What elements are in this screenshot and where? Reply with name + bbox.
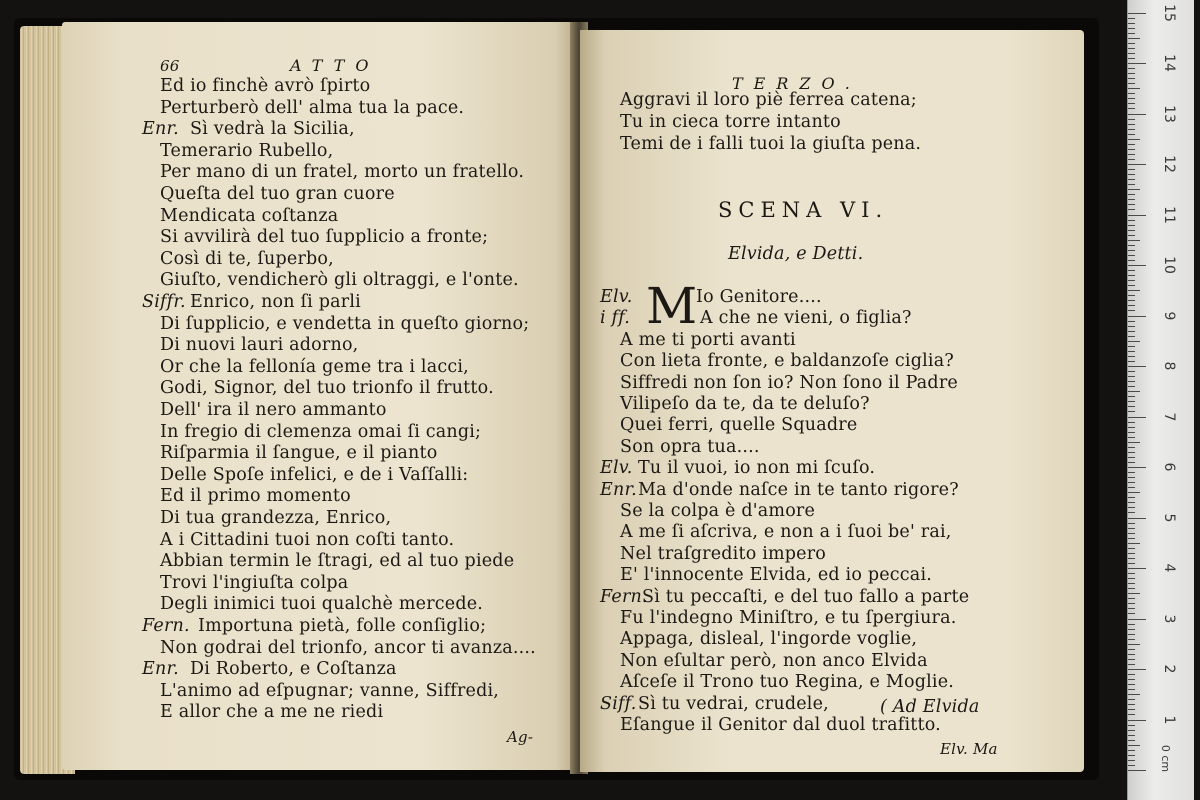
ruler-tick [1128,709,1135,710]
verse-line: Fu l'indegno Miniſtro, e tu ſpergiura. [620,608,957,628]
ruler-number: 11 [1161,205,1177,224]
ruler-tick [1128,88,1140,89]
verse-line: Così di te, ſuperbo, [160,248,334,269]
verse-line: Eſangue il Genitor dal duol trafitto. [620,715,941,735]
verse-line: Ed io finchè avrò ſpirto [160,76,371,96]
ruler-tick [1128,442,1140,443]
ruler-tick [1128,427,1135,428]
ruler-tick [1128,371,1135,372]
verse-line: A i Cittadini tuoi non coſti tanto. [160,529,455,550]
stage-direction: ( Ad Elvida [880,697,980,717]
ruler-tick [1128,765,1135,766]
ruler-tick [1128,209,1135,210]
ruler-tick [1128,33,1135,34]
ruler-tick [1128,396,1135,397]
ruler-tick [1128,63,1146,64]
speaker-label: Enr. [142,659,179,680]
verse-line: Perturberò dell' alma tua la pace. [160,97,465,118]
ruler-tick [1128,43,1135,44]
speaker-label: Elv. [600,287,633,307]
ruler-tick [1128,548,1135,549]
ruler-tick [1128,598,1135,599]
verse-line: Appaga, disleal, l'ingorde voglie, [620,629,918,650]
ruler-tick [1128,265,1146,266]
ruler-tick [1128,230,1135,231]
ruler-tick [1128,38,1140,39]
ruler-tick [1128,750,1135,751]
ruler-tick [1128,406,1135,407]
ruler-tick [1128,684,1135,685]
ruler-tick [1128,68,1135,69]
ruler-tick [1128,204,1135,205]
drop-cap: M [646,277,698,335]
verse-line: Delle Spoſe infelici, e de i Vaſſalli: [160,464,469,485]
ruler-tick [1128,679,1135,680]
ruler-tick [1128,184,1135,185]
ruler-tick [1128,346,1135,347]
speaker-label: Fern. [142,616,190,636]
ruler-tick [1128,730,1135,731]
ruler-tick [1128,361,1135,362]
ruler-tick [1128,280,1135,281]
ruler-tick [1128,704,1135,705]
ruler-tick [1128,629,1135,630]
ruler-tick [1128,770,1146,771]
ruler-tick [1128,553,1135,554]
ruler-tick [1128,124,1135,125]
ruler-tick [1128,114,1146,115]
ruler-tick [1128,523,1135,524]
ruler-number: 12 [1161,155,1177,173]
scene-characters: Elvida, e Detti. [728,244,864,264]
ruler-tick [1128,538,1135,539]
verse-line: Di tua grandezza, Enrico, [160,508,392,528]
scene-title: SCENA VI. [718,198,889,222]
verse-line: Non godrai del trionfo, ancor ti avanza.... [160,637,536,658]
ruler-tick [1128,23,1135,24]
ruler-tick [1128,512,1135,513]
ruler-tick [1128,199,1135,200]
ruler-tick [1128,558,1135,559]
verse-line: Mendicata coſtanza [160,205,339,226]
ruler-tick [1128,154,1135,155]
verse-line: Abbian termin le ſtragi, ed al tuo piede [160,551,515,572]
ruler-tick [1128,78,1135,79]
verse-line: A che ne vieni, o figlia? [700,308,912,329]
ruler-tick [1128,381,1135,382]
verse-line: In fregio di clemenza omai ſi cangi; [160,421,482,442]
verse-line: Se la colpa è d'amore [620,501,816,521]
ruler-tick [1128,28,1135,29]
verse-line: Giuſto, vendicherò gli oltraggi, e l'onte. [160,270,519,291]
speaker-label: Fern. [600,586,648,607]
ruler-tick [1128,659,1135,660]
ruler-tick [1128,336,1135,337]
verse-line: E' l'innocente Elvida, ed io peccai. [620,565,932,586]
ruler-tick [1128,220,1135,221]
ruler-number: 9 [1161,311,1177,320]
speaker-label: Enr. [600,479,637,500]
ruler-tick [1128,235,1135,236]
verse-line: Con lieta fronte, e baldanzoſe ciglia? [620,351,954,372]
ruler-tick [1128,735,1135,736]
ruler-tick [1128,411,1135,412]
speaker-label: i ff. [600,308,631,329]
verse-line: Ma d'onde naſce in te tanto rigore? [638,479,959,500]
ruler-tick [1128,472,1135,473]
ruler-tick [1128,250,1135,251]
ruler-tick [1128,103,1135,104]
ruler-tick [1128,578,1135,579]
ruler-tick [1128,452,1135,453]
ruler-tick [1128,674,1135,675]
running-head: ATTO [290,56,380,75]
ruler-tick [1128,144,1135,145]
ruler-tick [1128,593,1140,594]
ruler-number: 15 [1161,3,1177,22]
ruler-tick [1128,58,1135,59]
ruler-tick [1128,502,1135,503]
ruler-tick [1128,694,1140,695]
ruler-tick [1128,644,1140,645]
ruler-tick [1128,492,1140,493]
ruler-tick [1128,13,1146,14]
ruler-tick [1128,159,1135,160]
speaker-label: Siffr. [142,292,186,312]
verse-line: Sì vedrà la Sicilia, [190,119,355,140]
verse-line: Tu il vuoi, io non mi ſcuſo. [638,458,876,479]
ruler-tick [1128,583,1135,584]
ruler-tick [1128,129,1135,130]
ruler-tick [1128,740,1135,741]
ruler-tick [1128,482,1135,483]
page-number: 66 [160,57,180,75]
verse-line: Di ſupplicio, e vendetta in queſto giorno; [160,313,530,334]
verse-line: Ed il primo momento [160,486,351,507]
ruler-tick [1128,608,1135,609]
ruler-number: 5 [1161,513,1177,522]
ruler-tick [1128,417,1146,418]
ruler-tick [1128,93,1135,94]
ruler-tick [1128,528,1135,529]
verse-line: Io Genitore.... [696,287,822,307]
ruler-tick [1128,699,1135,700]
ruler-tick [1128,543,1140,544]
ruler-tick [1128,53,1135,54]
speaker-label: Enr. [142,119,179,140]
ruler-tick [1128,356,1135,357]
verse-line: Son opra tua.... [620,436,760,457]
ruler-tick [1128,245,1135,246]
ruler-tick [1128,568,1146,569]
ruler-tick [1128,720,1146,721]
ruler-tick [1128,689,1135,690]
ruler-tick [1128,134,1135,135]
ruler-tick [1128,487,1135,488]
ruler-tick [1128,341,1140,342]
verse-line: Or che la fellonía geme tra i lacci, [160,356,469,377]
verse-line: Sì tu vedrai, crudele, [638,693,829,714]
ruler-tick [1128,149,1135,150]
ruler-number: 13 [1161,104,1177,123]
ruler-tick [1128,179,1135,180]
verse-line: Non eſultar però, non anco Elvida [620,650,928,671]
ruler-tick [1128,563,1135,564]
ruler-tick [1128,139,1140,140]
ruler-tick [1128,467,1146,468]
ruler-tick [1128,401,1135,402]
ruler-tick [1128,326,1135,327]
ruler-tick [1128,83,1135,84]
ruler-tick [1128,305,1135,306]
ruler-tick [1128,169,1135,170]
ruler-tick [1128,174,1135,175]
ruler-tick [1128,422,1135,423]
ruler-number: 6 [1161,462,1177,472]
verse-line: A me ſi aſcriva, e non a i ſuoi be' rai, [620,522,952,543]
ruler-number: 8 [1161,361,1177,371]
verse-line: Queſta del tuo gran cuore [160,184,395,204]
verse-line: Siffredi non ſon io? Non ſono il Padre [620,372,958,393]
verse-line: Riſparmia il ſangue, e il pianto [160,443,438,464]
ruler-tick [1128,634,1135,635]
ruler-tick [1128,507,1135,508]
ruler-tick [1128,462,1135,463]
ruler-tick [1128,285,1135,286]
ruler-unit-label: 0 cm [1159,744,1173,773]
speaker-label: Elv. [600,458,633,479]
ruler-tick [1128,619,1146,620]
ruler-tick [1128,194,1135,195]
ruler-tick [1128,119,1135,120]
ruler-tick [1128,331,1135,332]
ruler-tick [1128,654,1135,655]
ruler-tick [1128,725,1135,726]
verse-line: L'animo ad eſpugnar; vanne, Siffredi, [160,680,500,701]
ruler-tick [1128,215,1146,216]
verse-line: Dell' ira il nero ammanto [160,400,387,420]
verse-line: Per mano di un fratel, morto un fratello. [160,162,525,183]
ruler-tick [1128,603,1135,604]
ruler-tick [1128,108,1135,109]
catchword: Ag- [507,728,534,746]
ruler-tick [1128,240,1140,241]
ruler-tick [1128,649,1135,650]
verse-line: Temi de i falli tuoi la giuſta pena. [620,134,922,154]
verse-line: Tu in cieca torre intanto [620,112,841,132]
ruler-tick [1128,573,1135,574]
ruler-tick [1128,225,1135,226]
ruler-tick [1128,664,1135,665]
ruler-tick [1128,639,1135,640]
ruler-tick [1128,386,1135,387]
ruler-tick [1128,73,1135,74]
ruler-tick [1128,497,1135,498]
ruler-tick [1128,366,1146,367]
ruler-tick [1128,588,1135,589]
verse-line: Trovi l'ingiuſta colpa [160,572,349,593]
ruler-tick [1128,669,1146,670]
speaker-label: Siff. [600,693,637,714]
ruler-tick [1128,760,1135,761]
ruler-tick [1128,391,1140,392]
verse-line: A me ti porti avanti [620,329,796,350]
ruler-tick [1128,321,1135,322]
ruler-tick [1128,447,1135,448]
right-page [580,30,1084,772]
ruler-tick [1128,745,1140,746]
ruler-tick [1128,457,1135,458]
ruler-tick [1128,295,1135,296]
verse-line: Nel traſgredito impero [620,543,827,564]
ruler-number: 1 [1161,715,1177,724]
verse-line: Importuna pietà, folle conſiglio; [198,616,487,636]
ruler-tick [1128,260,1135,261]
ruler-tick [1128,714,1135,715]
ruler-tick [1128,290,1140,291]
verse-line: Aſceſe il Trono tuo Regina, e Moglie. [620,672,955,693]
ruler-tick [1128,533,1135,534]
ruler-tick [1128,300,1135,301]
ruler-tick [1128,164,1146,165]
verse-line: Di Roberto, e Coſtanza [190,659,397,680]
ruler-tick [1128,477,1135,478]
ruler-tick [1128,316,1146,317]
verse-line: Enrico, non ſi parli [190,292,361,312]
verse-line: Quei ferri, quelle Squadre [620,415,858,436]
running-head: TERZO. [732,74,861,93]
ruler-number: 7 [1161,412,1177,421]
ruler-tick [1128,351,1135,352]
verse-line: Si avvilirà del tuo ſupplicio a fronte; [160,227,489,248]
verse-line: Sì tu peccaſti, e del tuo fallo a parte [642,586,970,607]
ruler-tick [1128,18,1135,19]
verse-line: Vilipeſo da te, da te deluſo? [620,394,870,414]
ruler-tick [1128,310,1135,311]
ruler-number: 3 [1161,614,1177,623]
ruler-number: 2 [1161,664,1177,674]
ruler-tick [1128,755,1135,756]
ruler-tick [1128,613,1135,614]
ruler-tick [1128,624,1135,625]
verse-line: Di nuovi lauri adorno, [160,335,359,356]
ruler-tick [1128,437,1135,438]
verse-line: Temerario Rubello, [160,140,334,161]
ruler-number: 14 [1161,54,1177,72]
ruler-tick [1128,189,1140,190]
verse-line: Degli inimici tuoi qualchè mercede. [160,594,484,615]
verse-line: Godi, Signor, del tuo trionfo il frutto. [160,378,494,399]
ruler-number: 10 [1161,256,1177,274]
ruler-tick [1128,432,1135,433]
ruler-tick [1128,376,1135,377]
ruler-tick [1128,255,1135,256]
verse-line: E allor che a me ne riedi [160,702,384,723]
verse-line: Aggravi il loro piè ferrea catena; [620,90,917,110]
catchword: Elv. Ma [940,740,998,758]
ruler-tick [1128,98,1135,99]
ruler-tick [1128,48,1135,49]
ruler-tick [1128,518,1146,519]
left-page [62,22,576,770]
ruler-tick [1128,275,1135,276]
ruler-tick [1128,270,1135,271]
ruler-number: 4 [1161,563,1177,573]
